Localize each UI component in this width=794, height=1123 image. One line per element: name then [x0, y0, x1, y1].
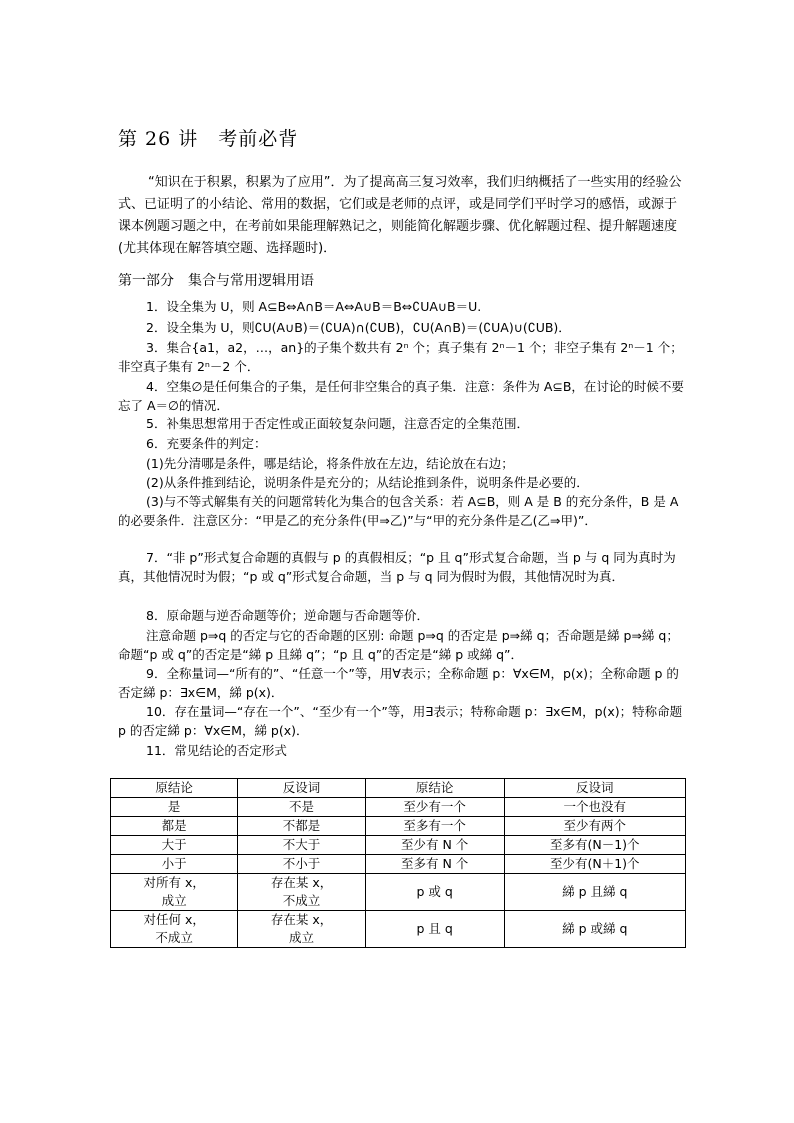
page-title: 第 26 讲 考前必背 — [118, 128, 299, 150]
table-cell: 不小于 — [238, 855, 365, 874]
list-item: (2)从条件推到结论，说明条件是充分的；从结论推到条件，说明条件是必要的． — [146, 475, 589, 490]
table-cell: p 或 q — [365, 874, 504, 911]
table-row — [111, 836, 686, 855]
list-item: 注意命题 p⇒q 的否定与它的否命题的区别: 命题 p⇒q 的否定是 p⇒綈 q；否命题是綈 p⇒綈 q；命题“p 或 q”的否定是“綈 p 且綈 q”；“p 且 q”的否定是“綈 p 或綈 q”． — [118, 628, 679, 662]
table-cell: 存在某 x， 成立 — [238, 911, 365, 948]
table-cell: 綈 p 且綈 q — [504, 874, 685, 911]
table-cell: 大于 — [111, 836, 238, 855]
table-cell: 对所有 x， 成立 — [111, 874, 238, 911]
list-item: 10．存在量词—“存在一个”、“至少有一个”等，用∃表示；特称命题 p：∃x∈M，p(x)；特称命题 p 的否定綈 p：∀x∈M，綈 p(x)． — [118, 704, 683, 738]
table-row — [111, 798, 686, 817]
list-item: 11．常见结论的否定形式 — [146, 743, 287, 758]
section-heading: 第一部分 集合与常用逻辑用语 — [118, 273, 314, 289]
table-cell: 不是 — [238, 798, 365, 817]
table-header-row — [111, 779, 686, 798]
table-cell: 至少有 N 个 — [365, 836, 504, 855]
table-header: 原结论 — [111, 779, 238, 798]
list-item: 4．空集∅是任何集合的子集，是任何非空集合的真子集．注意：条件为 A⊆B，在讨论的时候不要忘了 A＝∅的情况． — [118, 379, 684, 413]
table-cell: 一个也没有 — [504, 798, 685, 817]
table-row — [111, 817, 686, 836]
table-row — [111, 874, 686, 911]
table-row — [111, 911, 686, 948]
table-cell: 綈 p 或綈 q — [504, 911, 685, 948]
table-cell: 至多有(N－1)个 — [504, 836, 685, 855]
intro-paragraph: “知识在于积累，积累为了应用”．为了提高高三复习效率，我们归纳概括了一些实用的经验公式、已证明了的小结论、常用的数据，它们或是老师的点评，或是同学们平时学习的感悟，或源于课本例题习题之中，在考前如果能理解熟记之，则能简化解题步骤、优化解题过程、提升解题速度(尤其体现在解答填空题、选择题时)． — [118, 175, 682, 256]
list-item: 3．集合{a1，a2，…，an}的子集个数共有 2ⁿ 个；真子集有 2ⁿ－1 个；非空子集有 2ⁿ－1 个；非空真子集有 2ⁿ－2 个． — [118, 340, 683, 374]
list-item: 8．原命题与逆否命题等价；逆命题与否命题等价． — [146, 608, 429, 623]
table-cell: 存在某 x， 不成立 — [238, 874, 365, 911]
list-item: (3)与不等式解集有关的问题常转化为集合的包含关系：若 A⊆B，则 A 是 B 的充分条件，B 是 A 的必要条件．注意区分：“甲是乙的充分条件(甲⇒乙)”与“甲的充分条件是乙(乙⇒甲)”． — [118, 494, 679, 528]
table-cell: 都是 — [111, 817, 238, 836]
table-cell: 至少有(N＋1)个 — [504, 855, 685, 874]
list-item: 1．设全集为 U，则 A⊆B⇔A∩B＝A⇔A∪B＝B⇔∁UA∪B＝U. — [146, 299, 482, 314]
list-item: 7．“非 p”形式复合命题的真假与 p 的真假相反；“p 且 q”形式复合命题，当 p 与 q 同为真时为真，其他情况时为假；“p 或 q”形式复合命题，当 p 与 q 同为假时为假，其他情况时为真． — [118, 550, 676, 584]
negation-table — [110, 778, 686, 948]
table-cell: 至少有一个 — [365, 798, 504, 817]
list-item: 9．全称量词—“所有的”、“任意一个”等，用∀表示；全称命题 p：∀x∈M，p(x)；全称命题 p 的否定綈 p：∃x∈M，綈 p(x)． — [118, 666, 679, 700]
table-cell: 是 — [111, 798, 238, 817]
list-item: 2．设全集为 U，则∁U(A∪B)＝(∁UA)∩(∁UB)，∁U(A∩B)＝(∁UA)∪(∁UB)． — [146, 320, 571, 335]
list-item: (1)先分清哪是条件，哪是结论，将条件放在左边，结论放在右边； — [146, 456, 514, 471]
table-cell: p 且 q — [365, 911, 504, 948]
table-header: 反设词 — [238, 779, 365, 798]
table-header: 原结论 — [365, 779, 504, 798]
table-cell: 不大于 — [238, 836, 365, 855]
table-cell: 至多有一个 — [365, 817, 504, 836]
list-item: 5．补集思想常用于否定性或正面较复杂问题，注意否定的全集范围． — [146, 416, 529, 431]
table-cell: 至多有 N 个 — [365, 855, 504, 874]
table-cell: 不都是 — [238, 817, 365, 836]
table-cell: 至少有两个 — [504, 817, 685, 836]
table-row — [111, 855, 686, 874]
list-item: 6．充要条件的判定： — [146, 436, 267, 451]
table-cell: 对任何 x， 不成立 — [111, 911, 238, 948]
table-cell: 小于 — [111, 855, 238, 874]
table-header: 反设词 — [504, 779, 685, 798]
